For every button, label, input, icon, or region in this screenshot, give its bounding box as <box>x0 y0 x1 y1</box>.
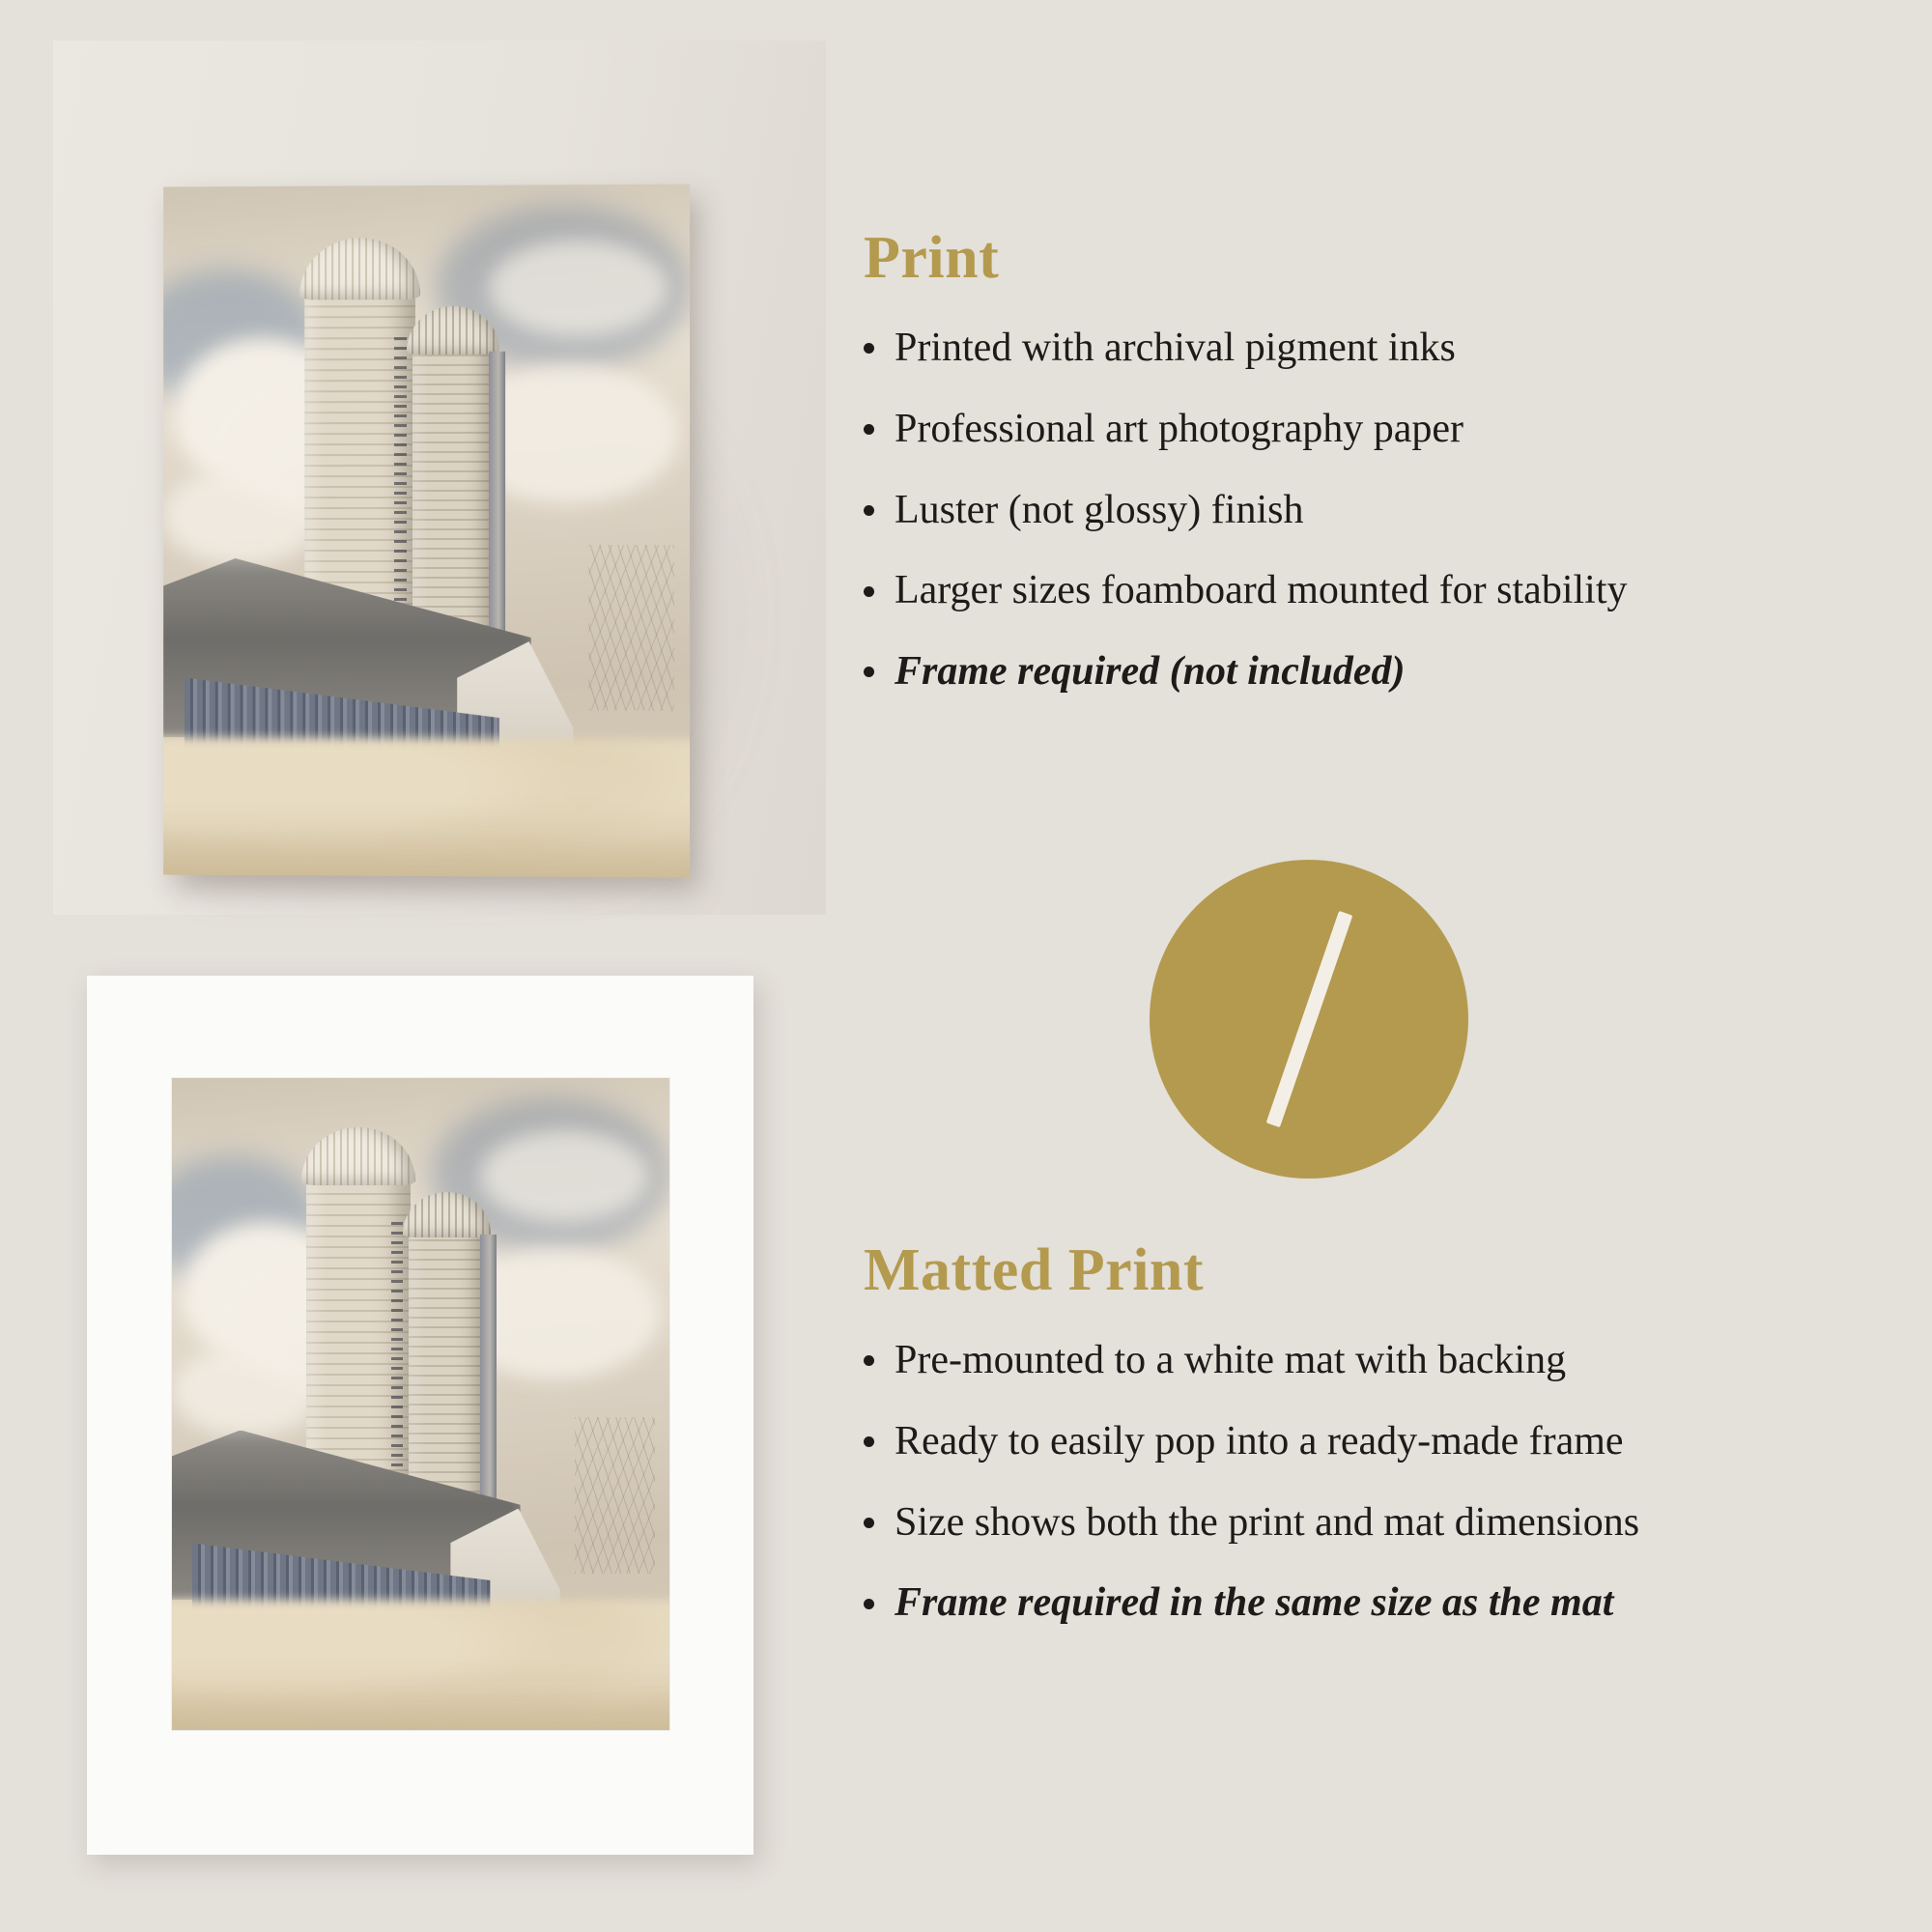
bullet-dot-icon <box>864 1599 874 1609</box>
silo-ladder <box>394 337 407 641</box>
foreground-field-blur <box>172 1665 669 1731</box>
list-item-label: Printed with archival pigment inks <box>895 326 1456 370</box>
list-item <box>850 1411 1893 1473</box>
silo-ladder <box>391 1222 403 1509</box>
list-item-label: Frame required in the same size as the mat <box>895 1580 1614 1626</box>
barn-silos-artwork <box>172 1078 669 1730</box>
slash-icon <box>1266 911 1353 1127</box>
list-item <box>850 318 1893 380</box>
foreground-field-blur <box>163 806 690 877</box>
list-item <box>850 1330 1893 1392</box>
silo-chute <box>480 1235 496 1509</box>
section-divider-badge <box>1150 860 1468 1179</box>
bullet-dot-icon <box>864 1355 874 1366</box>
cloud <box>172 1346 322 1437</box>
print-artwork <box>163 185 690 878</box>
bullet-dot-icon <box>864 505 874 516</box>
large-silo-dome <box>299 238 420 300</box>
matted-print-feature-list <box>850 1330 1893 1634</box>
bullet-dot-icon <box>864 667 874 677</box>
bullet-dot-icon <box>864 586 874 597</box>
print-section-title: Print <box>864 225 1000 291</box>
small-silo <box>412 337 495 641</box>
bullet-dot-icon <box>864 343 874 354</box>
bare-tree <box>575 1417 654 1574</box>
bullet-dot-icon <box>864 1518 874 1528</box>
print-section <box>850 224 1893 723</box>
bullet-dot-icon <box>864 1436 874 1447</box>
list-item-label: Size shows both the print and mat dimensions <box>895 1499 1640 1545</box>
print-feature-list <box>850 318 1893 703</box>
matted-print-section-title: Matted Print <box>864 1237 1205 1303</box>
matted-print-section <box>850 1236 1893 1654</box>
bare-tree <box>589 545 674 711</box>
barn-silos-artwork <box>163 185 690 878</box>
list-item-label: Pre-mounted to a white mat with backing <box>895 1338 1567 1382</box>
large-silo-dome <box>301 1127 415 1186</box>
cloud <box>163 469 321 565</box>
list-item-label: Professional art photography paper <box>895 406 1464 451</box>
list-item-label: Frame required (not included) <box>895 649 1406 695</box>
list-item-label: Ready to easily pop into a ready-made frame <box>895 1418 1624 1463</box>
silo-chute <box>489 351 505 641</box>
list-item <box>850 1492 1893 1554</box>
small-silo <box>409 1222 486 1509</box>
list-item-label: Larger sizes foamboard mounted for stability <box>895 568 1628 613</box>
print-product-image <box>53 41 826 915</box>
list-item <box>850 399 1893 461</box>
list-item-label: Luster (not glossy) finish <box>895 487 1304 532</box>
matted-print-product-image <box>87 976 753 1855</box>
list-item-emphasized <box>850 641 1893 703</box>
bullet-dot-icon <box>864 424 874 435</box>
list-item <box>850 560 1893 622</box>
cloud <box>480 1130 649 1222</box>
list-item <box>850 480 1893 542</box>
matted-artwork <box>172 1078 669 1730</box>
list-item-emphasized <box>850 1573 1893 1634</box>
